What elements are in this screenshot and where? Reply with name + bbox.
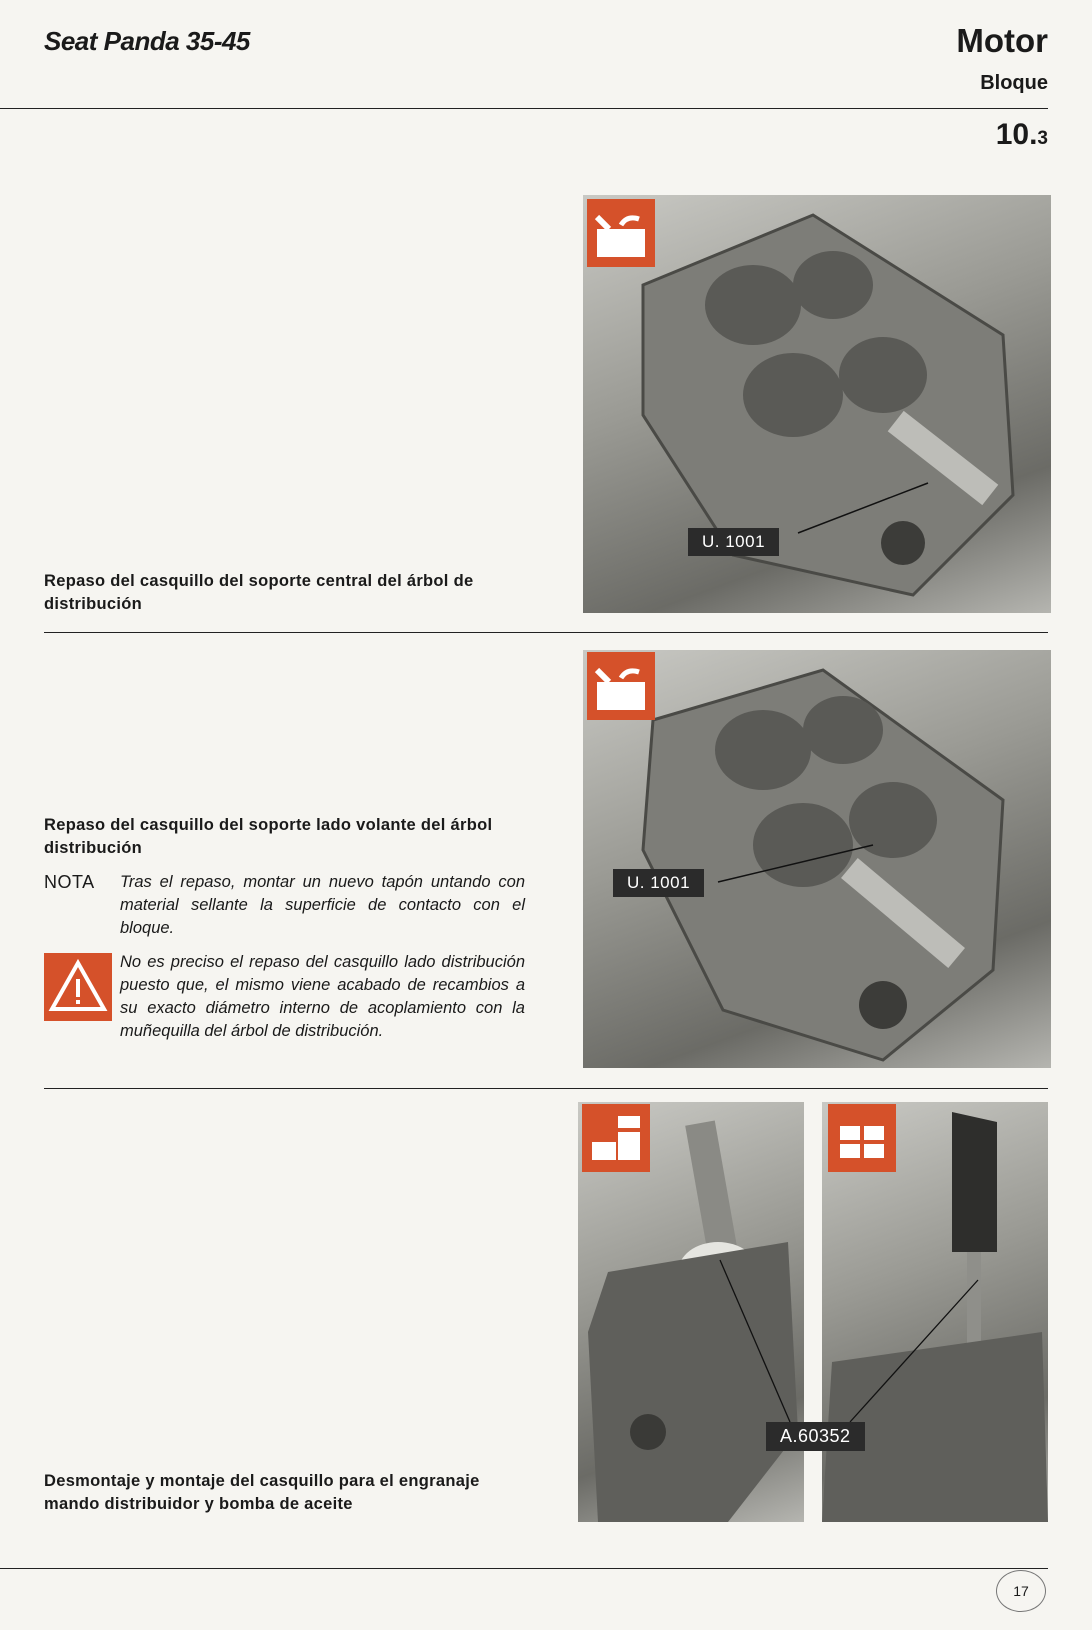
machining-icon [587, 199, 655, 267]
block1-divider [44, 632, 1048, 633]
warning-icon [44, 953, 112, 1021]
nota-text: Tras el repaso, montar un nuevo tapón untando con material sellante la superficie de contacto con el bloque. [120, 873, 525, 937]
machining-icon [587, 652, 655, 720]
block1-caption: Repaso del casquillo del soporte central del árbol de distribución [44, 572, 474, 613]
section-title: Motor [956, 22, 1048, 59]
tool-label-u1001-block2: U. 1001 [613, 869, 704, 897]
header-rule [0, 108, 1048, 109]
document-brand: Seat Panda 35-45 [44, 26, 250, 56]
block2-divider [44, 1088, 1048, 1089]
block2-caption: Repaso del casquillo del soporte lado volante del árbol distribución [44, 816, 493, 857]
block1-photo [583, 195, 1051, 613]
tool-label-u1001-block1: U. 1001 [688, 528, 779, 556]
block3-caption: Desmontaje y montaje del casquillo para el engranaje mando distribuidor y bomba de aceite [44, 1472, 480, 1513]
page-section-main: 10. [995, 118, 1038, 151]
page-section-sub: 3 [1037, 128, 1048, 149]
block2-photo [583, 650, 1051, 1068]
block3-photo-left [578, 1102, 804, 1522]
footer-rule [0, 1568, 1048, 1569]
tool-label-a60352: A.60352 [766, 1422, 865, 1451]
warning-badge [44, 953, 112, 1021]
nota-label: NOTA [44, 872, 95, 892]
disassembly-icon [582, 1104, 650, 1172]
page-section-number [996, 118, 1048, 152]
page-number: 17 [996, 1570, 1046, 1612]
assembly-icon [828, 1104, 896, 1172]
subsection-title: Bloque [980, 72, 1048, 94]
warning-text: No es preciso el repaso del casquillo lado distribución puesto que, el mismo viene acabado de recambios a su exacto diámetro interno de acoplamiento con la muñequilla del árbol de distribución. [120, 953, 525, 1040]
block3-photo-right [822, 1102, 1048, 1522]
